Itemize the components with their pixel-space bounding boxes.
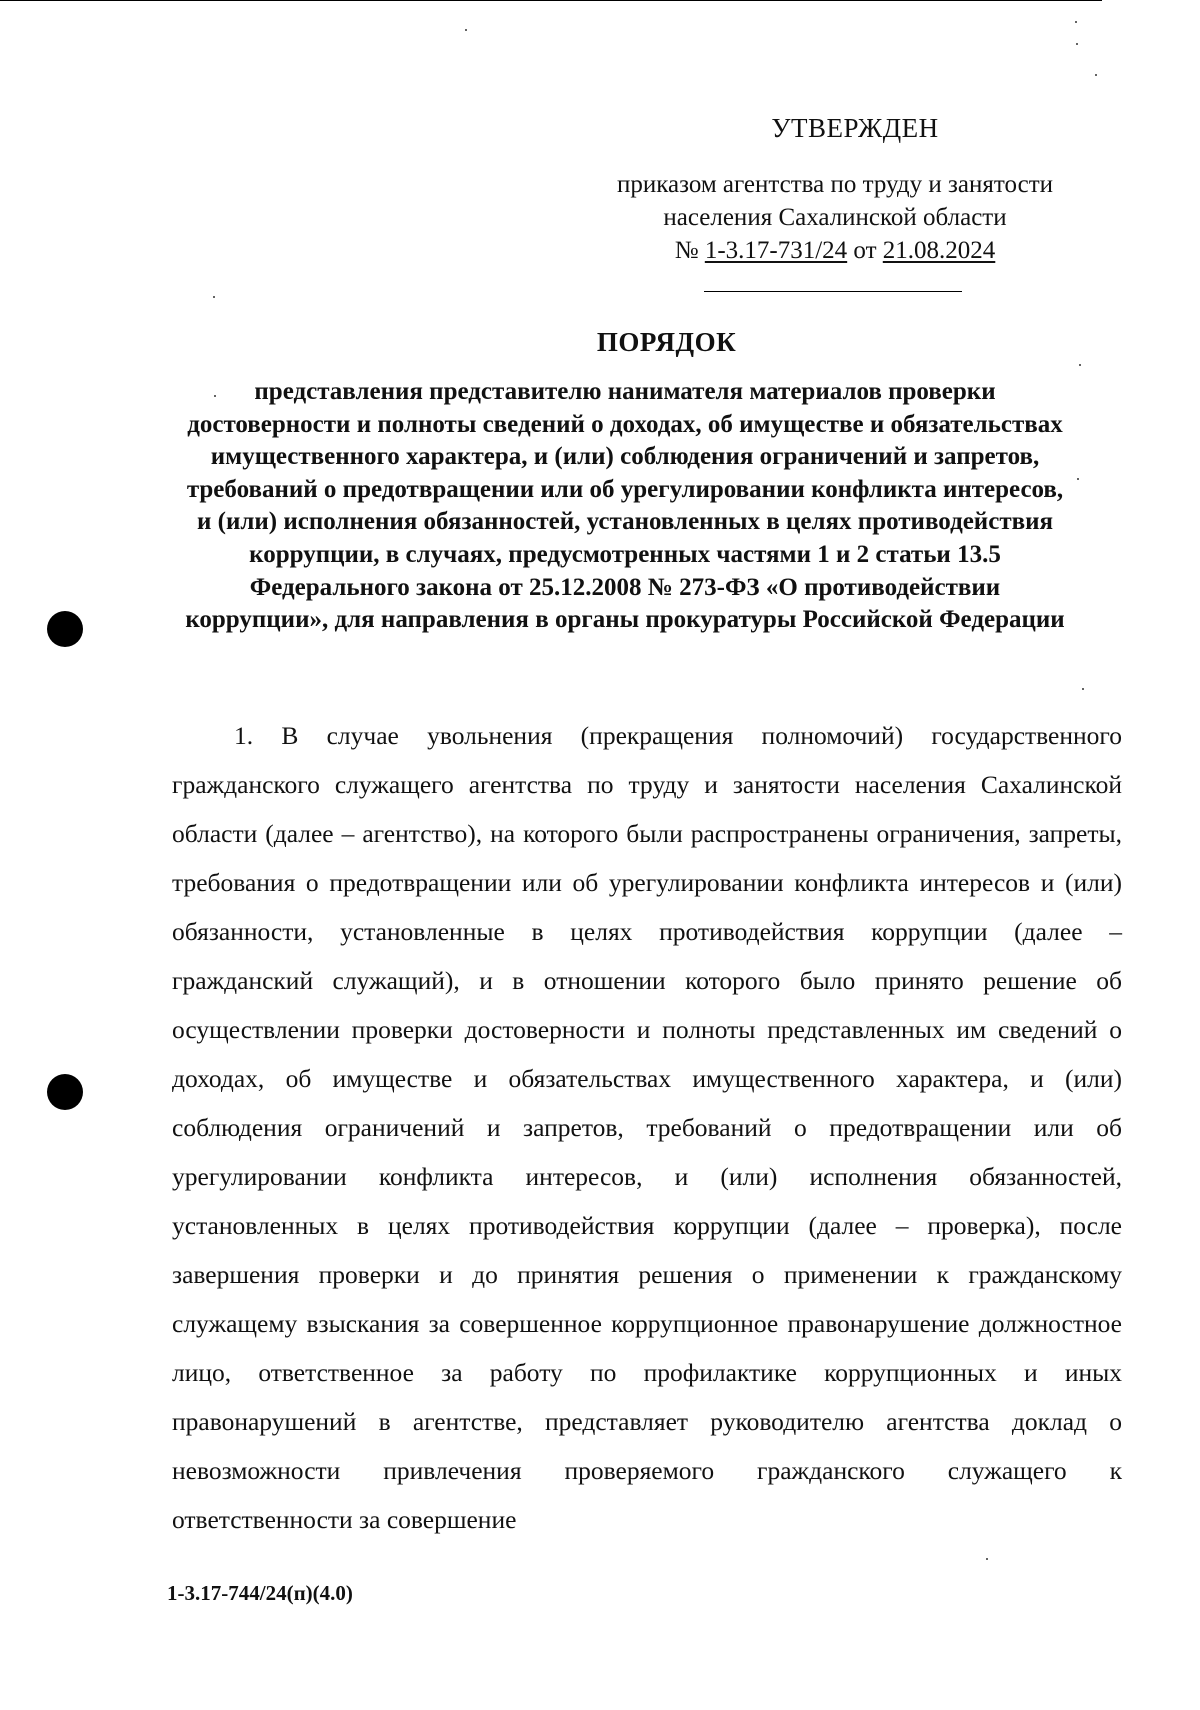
document-code: 1-3.17-744/24(п)(4.0)	[167, 1581, 353, 1605]
order-number: 1-3.17-731/24	[704, 237, 848, 264]
document-title: ПОРЯДОК	[596, 327, 737, 357]
scan-speck	[214, 395, 216, 397]
scan-speck	[1079, 364, 1081, 366]
approval-line: приказом агентства по труду и занятости	[616, 171, 1054, 198]
order-reference	[560, 234, 1110, 267]
document-subtitle: представления представителю нанимателя материалов проверки достоверности и полноты сведений о доходах, об имуществе и обязательствах имущественного характера, и (или) соблюдения ограничений и запретов, требований о предотвращении или об урегулировании конфликта интересов, и (или) исполнения обязанностей, установленных в целях противодействия коррупции, в случаях, предусмотренных частями 1 и 2 статьи 13.5 Федерального закона от 25.12.2008 № 273-ФЗ «О противодействии коррупции», для направления в органы прокуратуры Российской Федерации	[185, 378, 1065, 634]
scan-speck	[1082, 688, 1084, 690]
punch-hole	[47, 611, 83, 647]
signature-line	[704, 291, 962, 292]
scan-speck	[465, 29, 467, 31]
approved-label: УТВЕРЖДЕН	[771, 113, 939, 143]
approval-block	[560, 168, 1110, 267]
date-prefix: от	[853, 237, 877, 264]
scan-speck	[986, 1558, 988, 1560]
scan-speck	[213, 296, 215, 298]
punch-hole	[47, 1074, 83, 1110]
approval-line: населения Сахалинской области	[663, 204, 1007, 231]
paragraph-1: 1. В случае увольнения (прекращения полномочий) государственного гражданского служащего агентства по труду и занятости населения Сахалинской области (далее – агентство), на которого были распространены ограничения, запреты, требования о предотвращении или об урегулировании конфликта интересов и (или) обязанности, установленные в целях противодействия коррупции (далее – гражданский служащий), и в отношении которого было принято решение об осуществлении проверки достоверности и полноты представленных им сведений о доходах, об имуществе и обязательствах имущественного характера, и (или) соблюдения ограничений и запретов, требований о предотвращении или об урегулировании конфликта интересов, и (или) исполнения обязанностей, установленных в целях противодействия коррупции (далее – проверка), после завершения проверки и до принятия решения о применении к гражданскому служащему взыскания за совершенное коррупционное правонарушение должностное лицо, ответственное за работу по профилактике коррупционных и иных правонарушений в агентстве, представляет руководителю агентства доклад о невозможности привлечения проверяемого гражданского служащего к ответственности за совершение	[172, 721, 1122, 1534]
scan-speck	[1076, 43, 1078, 45]
number-sign: №	[674, 237, 699, 264]
scan-speck	[1077, 478, 1079, 480]
order-date: 21.08.2024	[882, 237, 996, 264]
scan-top-edge	[0, 0, 1102, 1]
scan-speck	[1075, 21, 1077, 23]
scan-speck	[1095, 74, 1097, 76]
